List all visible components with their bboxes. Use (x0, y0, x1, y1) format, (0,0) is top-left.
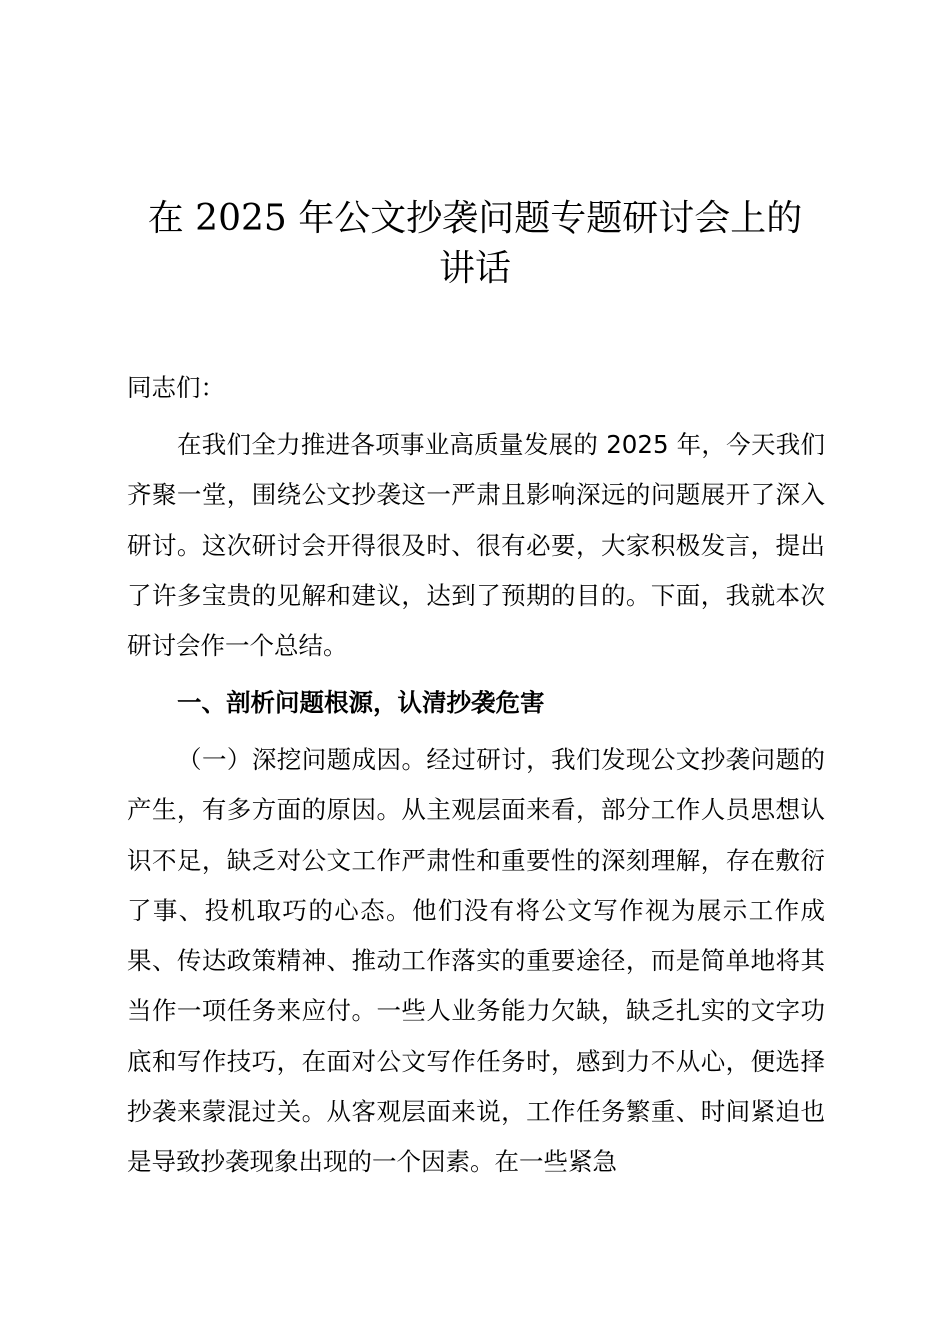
opening-paragraph: 在我们全力推进各项事业高质量发展的 2025 年，今天我们齐聚一堂，围绕公文抄袭这一严肃且影响深远的问题展开了深入研讨。这次研讨会开得很及时、很有必要，大家积极发言，提出了许多宝贵的见解和建议，达到了预期的目的。下面，我就本次研讨会作一个总结。 (127, 430, 825, 661)
subsection-paragraph-1: （一）深挖问题成因。经过研讨，我们发现公文抄袭问题的产生，有多方面的原因。从主观层面来看，部分工作人员思想认识不足，缺乏对公文工作严肃性和重要性的深刻理解，存在敷衍了事、投机取巧的心态。他们没有将公文写作视为展示工作成果、传达政策精神、推动工作落实的重要途径，而是简单地将其当作一项任务来应付。一些人业务能力欠缺，缺乏扎实的文字功底和写作技巧，在面对公文写作任务时，感到力不从心，便选择抄袭来蒙混过关。从客观层面来说，工作任务繁重、时间紧迫也是导致抄袭现象出现的一个因素。在一些紧急 (127, 745, 825, 1177)
title-line-2: 讲话 (438, 248, 511, 289)
document-title (100, 194, 850, 294)
salutation: 同志们： (127, 373, 225, 402)
title-line-1: 在 2025 年公文抄袭问题专题研讨会上的 (147, 198, 803, 239)
section-heading-1: 一、剖析问题根源，认清抄袭危害 (177, 688, 545, 717)
